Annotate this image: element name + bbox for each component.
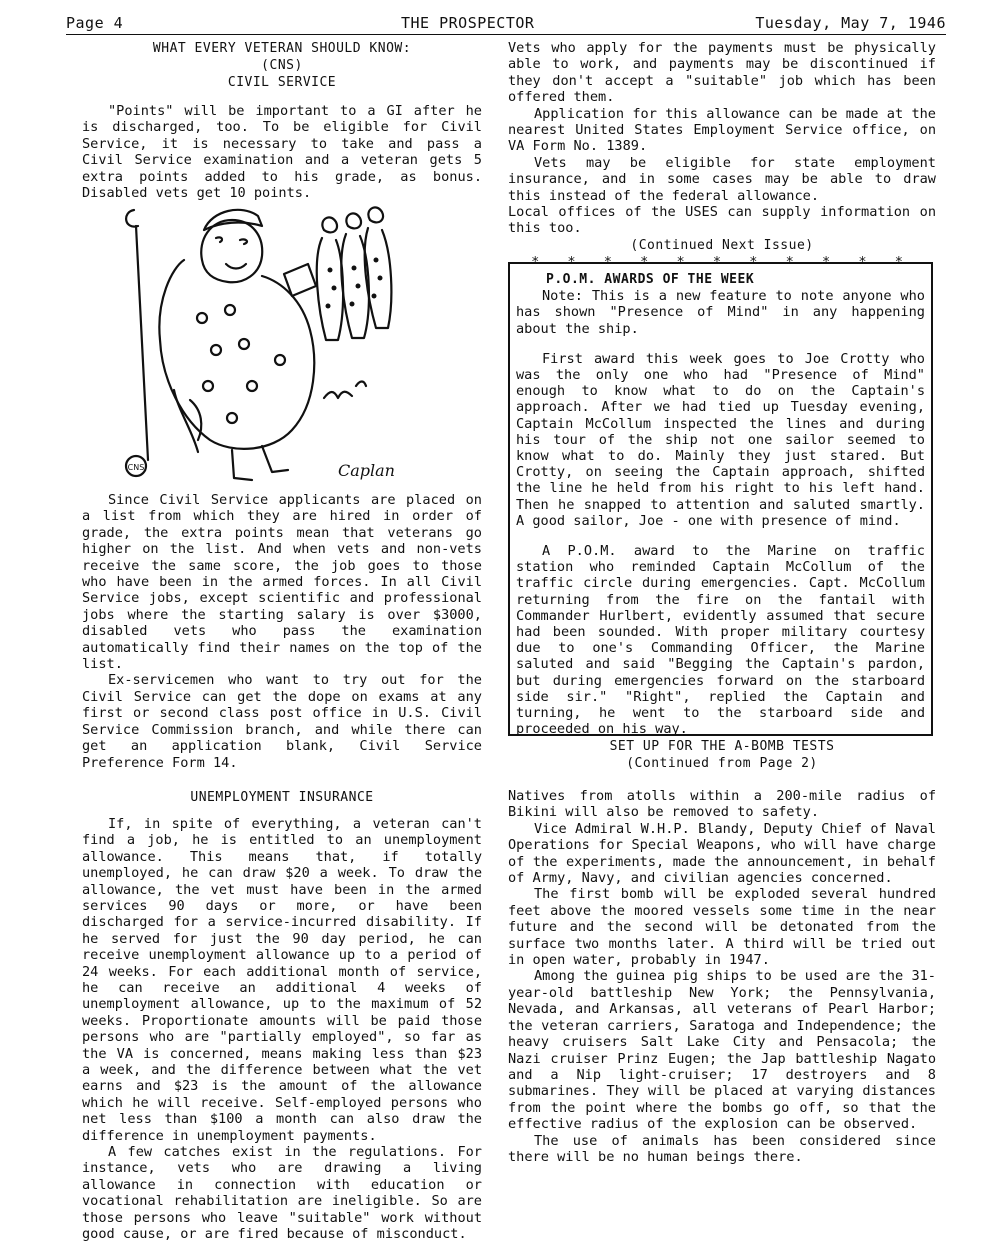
- pom-awards-box: [508, 262, 933, 736]
- left-column-bottom: [82, 492, 482, 1242]
- veteran-cartoon-illustration: [112, 190, 412, 490]
- section-subheading: CIVIL SERVICE: [227, 75, 337, 90]
- continued-note: (Continued Next Issue): [630, 237, 814, 253]
- section-subheading: SET UP FOR THE A-BOMB TESTS: [609, 739, 835, 754]
- section-source: (CNS): [261, 58, 303, 73]
- article-paragraph: Since Civil Service applicants are placed on a list from which they are hired in order of grade, the extra points mean that veterans go higher on the list. And when vets and non-vets receive the same score, the job goes to those who have been in the armed forces. In all Civil Service jobs, except scientific and professional jobs where the starting salary is over $3000, disabled vets who pass the examination automatically find their names on the top of the list.: [82, 492, 482, 673]
- article-paragraph: Among the guinea pig ships to be used are the 31-year-old battleship New York; the Pennsylvania, Nevada, and Arkansas, all veterans of Pearl Harbor; the veteran carriers, Saratoga and Independence; the heavy cruisers Salt Lake City and Pensacola; the Nazi cruiser Prinz Eugen; the Jap battleship Nagato and a Nip light-cruiser; 17 destroyers and 8 submarines. They will be placed at varying distances from the point where the bombs go off, so that the effective radius of the explosion can be observed.: [508, 968, 936, 1133]
- newspaper-title: THE PROSPECTOR: [401, 14, 535, 32]
- box-paragraph: First award this week goes to Joe Crotty who was the only one who had "Presence of Mind" enough to know what to do on the Captain's approach. After we had tied up Tuesday evening, Captain McCollum inspected the lines and during his tour of the ship not one sailor seemed to know what to do. Mainly they just stared. But Crotty, on seeing the Captain approach, shifted the line he held from his right to his left hand. Then he snapped to attention and saluted smartly. A good sailor, Joe - one with presence of mind.: [516, 350, 925, 529]
- article-paragraph: Vets may be eligible for state employment insurance, and in some cases may be able to draw this instead of the federal allowance.: [508, 154, 936, 204]
- cartoon-signature: Caplan: [338, 461, 395, 480]
- article-paragraph: "Points" will be important to a GI after he is discharged, too. To be eligible for Civil Service, it is necessary to take and pass a Civil Service examination and a veteran gets 5 extra points added to his grade, as bonus. Disabled vets get 10 points.: [82, 103, 482, 202]
- section-heading: WHAT EVERY VETERAN SHOULD KNOW:: [152, 41, 412, 56]
- page-number: Page 4: [66, 14, 124, 32]
- article-paragraph: The first bomb will be exploded several hundred feet above the moored vessels some time in the near future and the second will be detonated from the surface two months later. A third will be tried out in open water, probably in 1947.: [508, 886, 936, 969]
- article-paragraph: If, in spite of everything, a veteran can't find a job, he is entitled to an unemployment allowance. This means that, if totally unemployed, he can draw $20 a week. To draw the allowance, the vet must have been in the armed services 90 days or more, or have been discharged for a service-incurred disability. If he served for just the 90 day period, he can receive unemployment allowance up to a period of 24 weeks. For each additional month of service, he can receive an additional 4 weeks of unemployment allowance, up to the maximum of 52 weeks. Proportionate amounts will be paid those persons who are "partially employed", so far as the VA is concerned, means making less than $23 a week, and the difference between what the vet earns and $23 is the amount of the allowance which he will receive. Self-employed persons who net less than $100 a month can also draw the difference in unemployment payments.: [82, 815, 482, 1144]
- issue-date: Tuesday, May 7, 1946: [755, 14, 946, 32]
- right-column-bottom: [508, 738, 936, 1165]
- page-header: [66, 12, 946, 35]
- article-paragraph: Ex-servicemen who want to try out for the Civil Service can get the dope on exams at any first or second class post office in U.S. Civil Service Commission branch, and while there can get an application blank, Civil Service Preference Form 14.: [82, 672, 482, 771]
- continued-note: (Continued from Page 2): [626, 756, 818, 771]
- article-paragraph: Vice Admiral W.H.P. Blandy, Deputy Chief of Naval Operations for Special Weapons, who will have charge of the experiments, made the announcement, in behalf of Army, Navy, and civilian agencies concerned.: [508, 820, 936, 887]
- article-paragraph: Natives from atolls within a 200-mile radius of Bikini will also be removed to safety.: [508, 788, 936, 821]
- cartoon-mark: CNS: [127, 463, 145, 472]
- article-paragraph: Application for this allowance can be made at the nearest United States Employment Service office, on VA Form No. 1389.: [508, 105, 936, 155]
- box-title: P.O.M. AWARDS OF THE WEEK: [546, 272, 755, 287]
- article-paragraph: Vets who apply for the payments must be physically able to work, and payments may be discontinued if they don't accept a "suitable" job which has been offered them.: [508, 40, 936, 106]
- star-divider: * * * * * * * * * * *: [531, 253, 913, 270]
- left-column-top: [82, 40, 482, 201]
- article-paragraph: A few catches exist in the regulations. For instance, vets who are drawing a living allowance in connection with education or vocational rehabilitation are ineligible. So are those persons who leave "suitable" work without good cause, or are fired because of misconduct.: [82, 1144, 482, 1242]
- box-note: Note: This is a new feature to note anyone who has shown "Presence of Mind" in any happening about the ship.: [516, 288, 925, 337]
- box-paragraph: A P.O.M. award to the Marine on traffic station who reminded Captain McCollum of the traffic circle during emergencies. Capt. McCollum returning from the fire on the fantail with Commander Hurlbert, evidently assumed that secure had been sounded. With proper military courtesy due to one's Commanding Officer, the Marine saluted and said "Begging the Captain's pardon, but during emergencies forward on the starboard side sir." "Right", replied the Captain and turning, he went to the starboard side and proceeded on his way.: [516, 543, 925, 738]
- article-paragraph: The use of animals has been considered since there will be no human beings there.: [508, 1132, 936, 1165]
- right-column-top: [508, 40, 936, 270]
- section-subheading: UNEMPLOYMENT INSURANCE: [190, 789, 374, 805]
- article-paragraph: Local offices of the USES can supply information on this too.: [508, 204, 936, 237]
